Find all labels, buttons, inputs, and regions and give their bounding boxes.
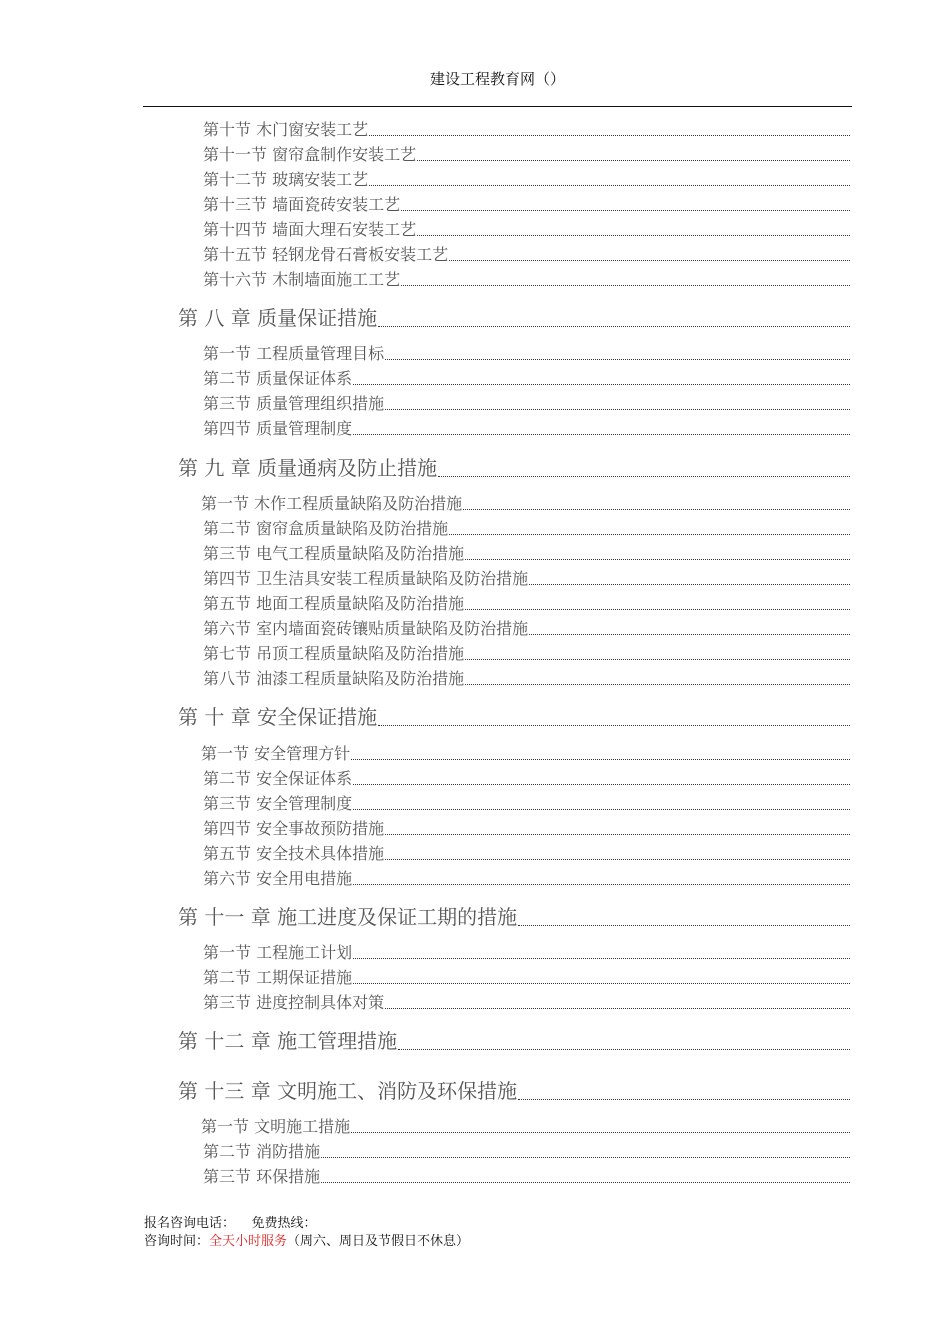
dot-leader bbox=[353, 784, 850, 785]
dot-leader bbox=[529, 634, 850, 635]
page-header-title: 建设工程教育网（） bbox=[429, 70, 565, 88]
toc-entry[interactable] bbox=[203, 120, 850, 140]
toc-entry-label: 第十四节 墙面大理石安装工艺 bbox=[203, 220, 417, 239]
toc-entry[interactable] bbox=[203, 419, 850, 439]
toc-entry-label: 第十三节 墙面瓷砖安装工艺 bbox=[203, 195, 401, 214]
toc-entry[interactable] bbox=[203, 1142, 850, 1162]
toc-entry[interactable] bbox=[203, 1167, 850, 1187]
toc-entry[interactable] bbox=[203, 569, 850, 589]
toc-entry[interactable] bbox=[201, 494, 850, 514]
toc-entry[interactable] bbox=[203, 369, 850, 389]
dot-leader bbox=[518, 1099, 850, 1100]
toc-entry-label: 第八节 油漆工程质量缺陷及防治措施 bbox=[203, 669, 465, 688]
dot-leader bbox=[353, 884, 850, 885]
dot-leader bbox=[465, 559, 850, 560]
page-footer bbox=[144, 1215, 469, 1251]
toc-entry[interactable] bbox=[203, 220, 850, 240]
toc-entry-label: 第十六节 木制墙面施工工艺 bbox=[203, 270, 401, 289]
dot-leader bbox=[353, 434, 850, 435]
toc-entry-label: 第二节 消防措施 bbox=[203, 1142, 321, 1161]
toc-entry[interactable] bbox=[203, 245, 850, 265]
toc-entry[interactable] bbox=[203, 170, 850, 190]
toc-entry[interactable] bbox=[203, 544, 850, 564]
toc-chapter[interactable] bbox=[178, 704, 850, 730]
toc-entry[interactable] bbox=[203, 344, 850, 364]
toc-entry-label: 第一节 工程质量管理目标 bbox=[203, 344, 385, 363]
toc-entry[interactable] bbox=[203, 644, 850, 664]
toc-entry-label: 第二节 窗帘盒质量缺陷及防治措施 bbox=[203, 519, 449, 538]
toc-entry[interactable] bbox=[203, 844, 850, 864]
toc-entry-label: 第二节 质量保证体系 bbox=[203, 369, 353, 388]
dot-leader bbox=[401, 210, 850, 211]
dot-leader bbox=[378, 326, 850, 327]
dot-leader bbox=[351, 1132, 850, 1133]
dot-leader bbox=[321, 1157, 850, 1158]
toc-entry-label: 第四节 质量管理制度 bbox=[203, 419, 353, 438]
toc-entry-label: 第三节 环保措施 bbox=[203, 1167, 321, 1186]
dot-leader bbox=[465, 609, 850, 610]
toc-entry[interactable] bbox=[203, 195, 850, 215]
toc-chapter[interactable] bbox=[178, 1078, 850, 1104]
toc-entry-label: 第四节 安全事故预防措施 bbox=[203, 819, 385, 838]
toc-entry-label: 第三节 安全管理制度 bbox=[203, 794, 353, 813]
toc-entry-label: 第六节 安全用电措施 bbox=[203, 869, 353, 888]
dot-leader bbox=[385, 859, 850, 860]
dot-leader bbox=[385, 359, 850, 360]
toc-entry-label: 第十节 木门窗安装工艺 bbox=[203, 120, 369, 139]
toc-entry[interactable] bbox=[203, 519, 850, 539]
toc-entry-label: 第二节 安全保证体系 bbox=[203, 769, 353, 788]
toc-entry[interactable] bbox=[203, 270, 850, 290]
dot-leader bbox=[321, 1182, 850, 1183]
dot-leader bbox=[353, 958, 850, 959]
dot-leader bbox=[401, 285, 850, 286]
toc-entry-label: 第十五节 轻钢龙骨石膏板安装工艺 bbox=[203, 245, 449, 264]
toc-entry-label: 第三节 进度控制具体对策 bbox=[203, 993, 385, 1012]
dot-leader bbox=[417, 160, 850, 161]
toc-entry-label: 第三节 电气工程质量缺陷及防治措施 bbox=[203, 544, 465, 563]
dot-leader bbox=[518, 925, 850, 926]
toc-entry-label: 第十一节 窗帘盒制作安装工艺 bbox=[203, 145, 417, 164]
toc-entry-label: 第三节 质量管理组织措施 bbox=[203, 394, 385, 413]
toc-entry[interactable] bbox=[203, 819, 850, 839]
toc-entry[interactable] bbox=[203, 794, 850, 814]
toc-chapter[interactable] bbox=[178, 1028, 850, 1054]
toc-entry[interactable] bbox=[203, 769, 850, 789]
dot-leader bbox=[465, 684, 850, 685]
toc-entry[interactable] bbox=[203, 869, 850, 889]
footer-hours-suffix: （周六、周日及节假日不休息） bbox=[287, 1234, 470, 1249]
toc-entry[interactable] bbox=[201, 744, 850, 764]
dot-leader bbox=[378, 725, 850, 726]
toc-entry[interactable] bbox=[201, 1117, 850, 1137]
toc-chapter[interactable] bbox=[178, 904, 850, 930]
toc-entry-label: 第一节 文明施工措施 bbox=[201, 1117, 351, 1136]
dot-leader bbox=[449, 534, 850, 535]
toc-entry-label: 第七节 吊顶工程质量缺陷及防治措施 bbox=[203, 644, 465, 663]
dot-leader bbox=[438, 476, 850, 477]
dot-leader bbox=[351, 759, 850, 760]
footer-hours-prefix: 咨询时间： bbox=[144, 1234, 210, 1249]
dot-leader bbox=[353, 809, 850, 810]
toc-entry[interactable] bbox=[203, 594, 850, 614]
dot-leader bbox=[449, 260, 850, 261]
toc-entry[interactable] bbox=[203, 619, 850, 639]
toc-entry[interactable] bbox=[203, 943, 850, 963]
toc-entry[interactable] bbox=[203, 968, 850, 988]
dot-leader bbox=[353, 983, 850, 984]
dot-leader bbox=[398, 1049, 850, 1050]
toc-chapter-label: 第 十三 章 文明施工、消防及环保措施 bbox=[178, 1079, 518, 1103]
footer-contact-line: 报名咨询电话： 免费热线： bbox=[144, 1216, 317, 1231]
toc-chapter-label: 第 九 章 质量通病及防止措施 bbox=[178, 456, 438, 480]
toc-entry[interactable] bbox=[203, 669, 850, 689]
toc-chapter-label: 第 十一 章 施工进度及保证工期的措施 bbox=[178, 905, 518, 929]
toc-entry-label: 第一节 木作工程质量缺陷及防治措施 bbox=[201, 494, 463, 513]
toc-chapter-label: 第 十二 章 施工管理措施 bbox=[178, 1029, 398, 1053]
dot-leader bbox=[369, 135, 850, 136]
dot-leader bbox=[353, 384, 850, 385]
toc-entry-label: 第六节 室内墙面瓷砖镶贴质量缺陷及防治措施 bbox=[203, 619, 529, 638]
dot-leader bbox=[385, 834, 850, 835]
dot-leader bbox=[385, 1008, 850, 1009]
toc-entry-label: 第十二节 玻璃安装工艺 bbox=[203, 170, 369, 189]
toc-entry-label: 第一节 工程施工计划 bbox=[203, 943, 353, 962]
footer-hours-line bbox=[144, 1233, 469, 1251]
toc-entry-label: 第二节 工期保证措施 bbox=[203, 968, 353, 987]
toc-entry-label: 第一节 安全管理方针 bbox=[201, 744, 351, 763]
toc-entry-label: 第四节 卫生洁具安装工程质量缺陷及防治措施 bbox=[203, 569, 529, 588]
toc-entry-label: 第五节 安全技术具体措施 bbox=[203, 844, 385, 863]
footer-hours-highlight: 全天小时服务 bbox=[209, 1234, 288, 1249]
toc-entry[interactable] bbox=[203, 394, 850, 414]
dot-leader bbox=[385, 409, 850, 410]
toc-entry[interactable] bbox=[203, 993, 850, 1013]
toc-entry-label: 第五节 地面工程质量缺陷及防治措施 bbox=[203, 594, 465, 613]
dot-leader bbox=[463, 509, 850, 510]
toc-chapter[interactable] bbox=[178, 305, 850, 331]
toc-chapter[interactable] bbox=[178, 455, 850, 481]
toc-chapter-label: 第 十 章 安全保证措施 bbox=[178, 705, 378, 729]
toc-entry[interactable] bbox=[203, 145, 850, 165]
dot-leader bbox=[529, 584, 850, 585]
dot-leader bbox=[369, 185, 850, 186]
toc-chapter-label: 第 八 章 质量保证措施 bbox=[178, 306, 378, 330]
dot-leader bbox=[417, 235, 850, 236]
dot-leader bbox=[465, 659, 850, 660]
